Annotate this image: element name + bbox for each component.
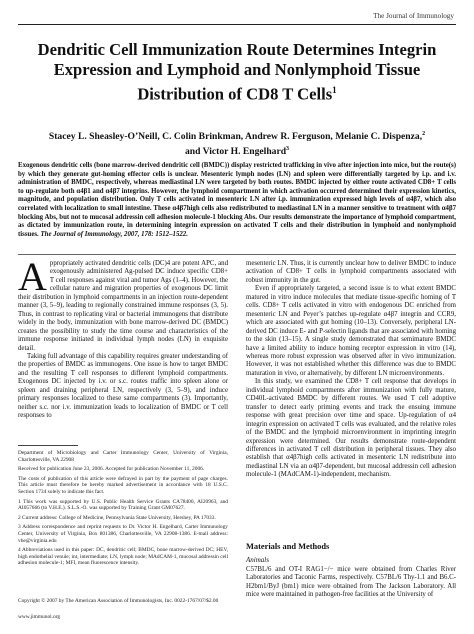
footnote-4: 4 Abbreviations used in this paper: DC, dendritic cell; BMDC, bone marrow-derived DC; HEV, high endothelial venule; int, intermediate; LN, lymph node; MAdCAM-1, mucosal addressin cell adhesion molecule-1; MFI, mean fluorescence intensity. — [18, 547, 228, 567]
author-list — [18, 128, 456, 158]
footnote-costs: The costs of publication of this article were defrayed in part by the payment of page charges. This article must therefore be hereby marked advertisement in accordance with 18 U.S.C. Section 1734 solely to indicate this fact. — [18, 475, 228, 495]
footnote-1: 1 This work was supported by U.S. Public Health Service Grants CA78400, AI20963, and AI057666 (to V.H.E.). S.L.S.-O. was supported by Training Grant GM07627. — [18, 498, 228, 512]
abstract-rule — [18, 254, 456, 255]
intro-paragraph-3: mesenteric LN. Thus, it is currently unclear how to deliver BMDC to induce activation of CD8+ T cells in lymphoid compartments associated with robust immunity in the gut. — [246, 260, 456, 284]
journal-url: www.jimmunol.org — [18, 614, 61, 620]
authors-text-2: and Victor H. Engelhard — [184, 146, 287, 158]
running-head: The Journal of Immunology — [373, 12, 454, 20]
footnote-rule — [18, 445, 78, 446]
animals-paragraph: C57BL/6 and OT-I RAG1−/− mice were obtained from Charles River Laboratories and Taconic Farms, respectively. C57BL/6 Thy-1.1 and B6.C-H2bm1/ByJ (bm1) mice were obtained from The Jackson Laboratory. All mice were maintained in pathogen-free facilities at the University of — [246, 566, 456, 599]
article-title — [18, 40, 456, 105]
footnote-3: 3 Address correspondence and reprint requests to Dr. Victor H. Engelhard, Carter Immunology Center, University of Virginia, Box 801386, Charlottesville, VA 22908-1386. E-mail address: vhe@virginia.edu — [18, 524, 228, 544]
intro-paragraph-1 — [18, 254, 228, 353]
author-line-1 — [18, 128, 456, 143]
author-line-2 — [18, 143, 456, 158]
author-footnote-mark-3: 3 — [286, 146, 290, 153]
footnote-received: Received for publication June 23, 2006. Accepted for publication November 11, 2006. — [18, 466, 205, 473]
footnote-affiliation: Department of Microbiology and Carter Immunology Center, University of Virginia, Charlottesville, VA 22908 — [18, 450, 228, 463]
abstract — [18, 162, 456, 239]
authors-text-1: Stacey L. Sheasley-O’Neill, C. Colin Brinkman, Andrew R. Ferguson, Melanie C. Dispenza, — [48, 131, 423, 143]
footnotes — [18, 445, 228, 570]
animals-subheading: Animals — [246, 556, 269, 564]
right-column — [246, 260, 456, 480]
footnote-2: 2 Current address: College of Medicine, Pennsylvania State University, Hershey, PA 17033. — [18, 514, 216, 521]
header-rule — [18, 24, 456, 25]
copyright-line: Copyright © 2007 by The American Association of Immunologists, Inc. 0022-1767/07/$2.00 — [18, 598, 219, 604]
abstract-citation: The Journal of Immunology, 2007, 178: 1512–1522. — [40, 230, 188, 238]
intro-paragraph-2: Taking full advantage of this capability requires greater understanding of the properties of BMDC as immunogens. One issue is how to target BMDC and the resulting T cell responses to different lymphoid compartments. Exogenous DC injected by i.v. or s.c. routes traffic into spleen alone or spleen and draining peripheral LN, respectively (3, 5–9), and induce primary responses localized to these same compartments (3). Importantly, neither s.c. nor i.v. immunization leads to localization of BMDC or T cell responses to — [18, 352, 228, 420]
drop-cap: A — [18, 254, 47, 299]
intro-paragraph-5: In this study, we examined the CD8+ T cell response that develops in individual lymphoid compartments after immunization with fully mature, CD40L-activated BMDC by different routes. We used T cell adoptive transfer to detect early priming events and track the ensuing immune response with great precision over time and space. Up-regulation of α4 integrin expression on activated T cells was evaluated, and the relative roles of the BMDC and the lymphoid microenvironment in imprinting integrin expression were determined. Our results demonstrate route-dependent differences in activated T cell distribution in peripheral tissues. They also establish that α4β7high cells activated in mesenteric LN redistribute into mediastinal LN via an α4β7-dependent, but mucosal addressin cell adhesion molecule-1 (MAdCAM-1)-independent, mechanism. — [246, 378, 456, 479]
intro-paragraph-4: Even if appropriately targeted, a second issue is to what extent BMDC matured in vitro induce molecules that mediate tissue-specific homing of T cells. CD8+ T cells activated in vitro with endogenous DC enriched from mesenteric LN and Peyer’s patches up-regulate α4β7 integrin and CCR9, which are associated with gut homing (10–13). Conversely, peripheral LN-derived DC induce E- and P-selectin ligands that are associated with homing to the skin (13–15). A single study demonstrated that semimature BMDC have a limited ability to induce homing receptor expression in vitro (14), whereas more robust expression was observed after in vivo immunization. However, it was not established whether this difference was due to BMDC maturation in vivo, or alternatively, by different LN microenvironments. — [246, 285, 457, 377]
title-footnote-mark: 1 — [332, 85, 337, 95]
left-column — [18, 254, 228, 421]
abstract-text: Exogenous dendritic cells (bone marrow-derived dendritic cell (BMDC)) display restricted trafficking in vivo after injection into mice, but the route(s) by which they generate gut-homing effector cells is unclear. Mesenteric lymph nodes (LN) and spleen were differentially targeted by i.p. and i.v. administration of BMDC, respectively, whereas mediastinal LN were targeted by both routes. BMDC injected by either route activated CD8+ T cells to up-regulate both α4β1 and α4β7 integrins. However, the lymphoid compartment in which activation occurred determined their expression kinetics, magnitude, and population distribution. Only T cells activated in mesenteric LN after i.p. immunization expressed high levels of α4β7, which also correlated with localization to small intestine. These α4β7high cells also redistributed to mediastinal LN in a manner sensitive to treatment with α4β7 blocking Abs, but not to mucosal addressin cell adhesion molecule-1 blocking Abs. Our results demonstrate the importance of lymphoid compartment, as dictated by immunization route, in determining integrin expression on activated T cells and their distribution in lymphoid and nonlymphoid tissues. — [18, 162, 456, 238]
methods-heading: Materials and Methods — [246, 542, 330, 551]
intro-paragraph-1-text: ppropriately activated dendritic cells (DC)4 are potent APC, and exogenously administered Ag-pulsed DC induce specific CD8+ T cell responses against viral and tumor Ags (1–4). However, the cellular nature and migration properties of exogenous DC limit their distribution in lymphoid compartments in an injection route-dependent manner (3, 5–9), leading to regionally constrained immune responses (3, 5). Thus, in contrast to replicating viral or bacterial immunogens that distribute widely in the body, immunization with bone marrow-derived DC (BMDC) creates the possibility to study the time course and characteristics of the immune response initiated in individual lymph nodes (LN) in exquisite detail. — [18, 260, 228, 352]
author-footnote-mark-2: 2 — [422, 131, 426, 137]
article-title-text: Dendritic Cell Immunization Route Determines Integrin Expression and Lymphoid and Nonlymphoid Tissue Distribution of CD8 T Cells — [37, 40, 437, 104]
